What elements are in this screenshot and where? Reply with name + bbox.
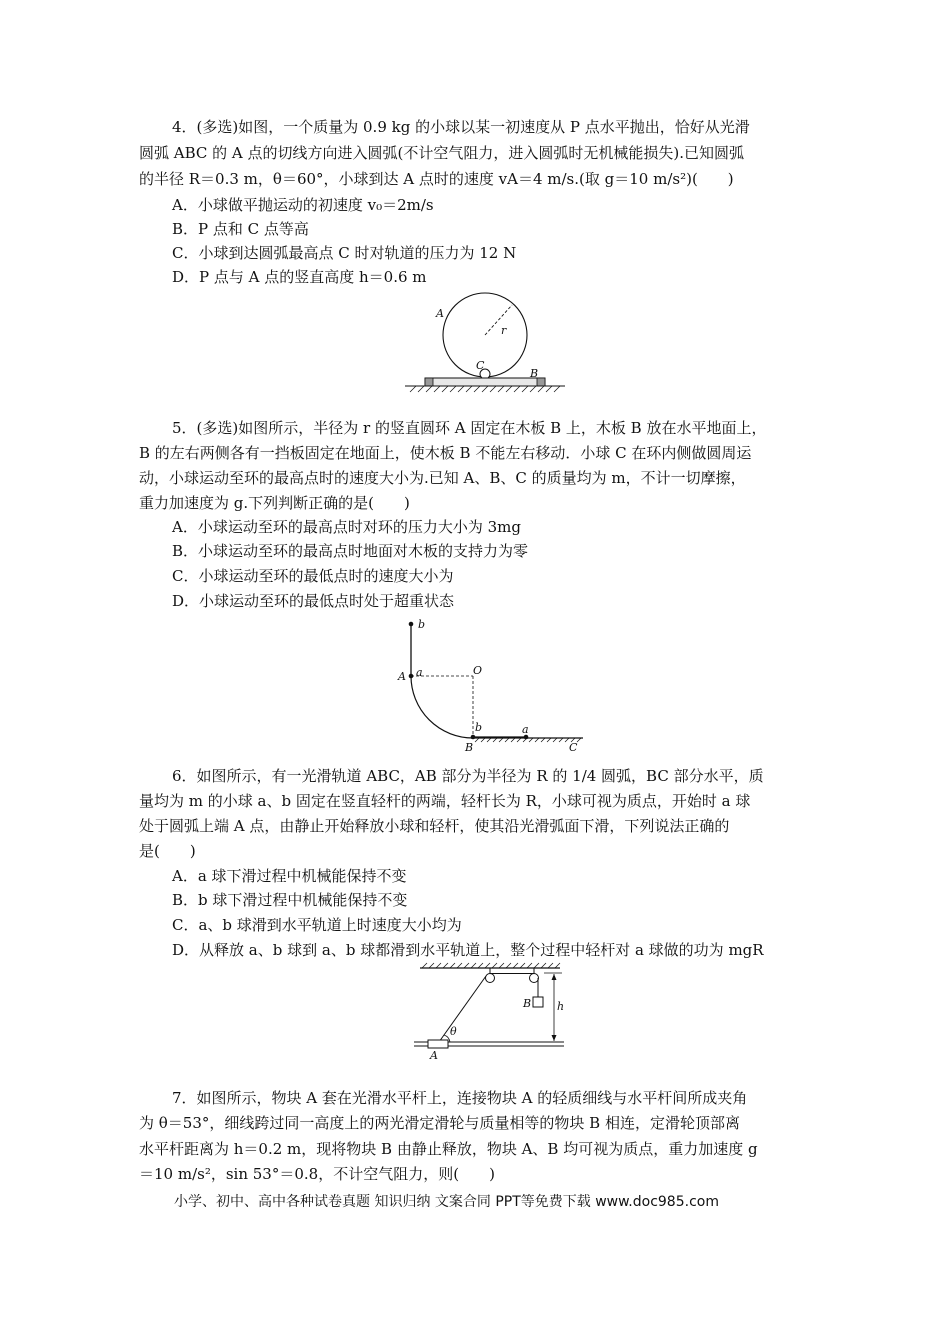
q6-option-d: D．从释放 a、b 球到 a、b 球都滑到水平轨道上，整个过程中轻杆对 a 球做的功为 mgR — [172, 941, 764, 959]
label-theta: θ — [450, 1025, 457, 1038]
q4-line-3: 的半径 R＝0.3 m，θ＝60°，小球到达 A 点时的速度 vA＝4 m/s.(取 g＝10 m/s²)( ) — [139, 170, 734, 188]
label-b-bottom: b — [475, 721, 483, 734]
q5-option-c: C．小球运动至环的最低点时的速度大小为 — [172, 567, 454, 585]
dim-arrow-down — [552, 1035, 557, 1041]
q5-line-2: B 的左右两侧各有一挡板固定在地面上，使木板 B 不能左右移动．小球 C 在环内侧做圆周运 — [139, 444, 752, 462]
ceiling-hatch — [422, 963, 560, 968]
block-a — [428, 1040, 448, 1048]
q6-line-2: 量均为 m 的小球 a、b 固定在竖直轻杆的两端，轻杆长为 R，小球可视为质点，开始时 a 球 — [139, 792, 751, 810]
q4-line-2: 圆弧 ABC 的 A 点的切线方向进入圆弧(不计空气阻力，进入圆弧时无机械能损失).已知圆弧 — [139, 144, 744, 162]
page-footer: 小学、初中、高中各种试卷真题 知识归纳 文案合同 PPT等免费下载 www.doc985.com — [174, 1194, 719, 1210]
q4-line-1: 4．(多选)如图，一个质量为 0.9 kg 的小球以某一初速度从 P 点水平抛出，恰好从光滑 — [172, 118, 750, 136]
pulley-right — [530, 974, 539, 983]
q6-line-4: 是( ) — [139, 842, 196, 860]
label-o: O — [473, 664, 483, 677]
stop-left — [425, 378, 433, 386]
q7-line-2: 为 θ＝53°，细线跨过同一高度上的两光滑定滑轮与质量相等的物块 B 相连，定滑轮顶部离 — [139, 1114, 740, 1132]
q5-option-b: B．小球运动至环的最高点时地面对木板的支持力为零 — [172, 542, 529, 560]
label-b: B — [523, 997, 532, 1010]
label-c: C — [476, 359, 485, 372]
q5-option-d: D．小球运动至环的最低点时处于超重状态 — [172, 592, 455, 610]
stop-right — [537, 378, 545, 386]
q5-line-4: 重力加速度为 g.下列判断正确的是( ) — [139, 494, 410, 512]
label-b-point: B — [465, 741, 474, 754]
q7-line-3: 水平杆距离为 h＝0.2 m，现将物块 B 由静止释放，物块 A、B 均可视为质点，重力加速度 g — [139, 1140, 758, 1158]
figure-pulley-block — [412, 960, 572, 1060]
ball-b-bottom — [471, 735, 476, 740]
q7-line-4: ＝10 m/s²，sin 53°＝0.8，不计空气阻力，则( ) — [139, 1165, 495, 1183]
q4-option-b: B．P 点和 C 点等高 — [172, 220, 309, 238]
label-b-top: b — [418, 618, 426, 631]
pulley-left — [486, 974, 495, 983]
q5-line-1: 5．(多选)如图所示，半径为 r 的竖直圆环 A 固定在木板 B 上，木板 B 放在水平地面上， — [172, 419, 767, 437]
block-b — [533, 997, 543, 1007]
q6-line-1: 6．如图所示，有一光滑轨道 ABC，AB 部分为半径为 R 的 1/4 圆弧，BC 部分水平，质 — [172, 767, 764, 785]
q6-option-b: B．b 球下滑过程中机械能保持不变 — [172, 891, 408, 909]
board-b — [425, 378, 545, 386]
q6-line-3: 处于圆弧上端 A 点，由静止开始释放小球和轻杆，使其沿光滑弧面下滑，下列说法正确的 — [139, 817, 730, 835]
label-r: r — [501, 324, 507, 337]
label-a: A — [430, 1049, 438, 1062]
ground-hatch — [410, 386, 560, 392]
q4-option-d: D．P 点与 A 点的竖直高度 h＝0.6 m — [172, 268, 427, 286]
q4-option-a: A．小球做平抛运动的初速度 v₀＝2m/s — [172, 196, 434, 214]
figure-quarter-arc-track — [395, 616, 595, 756]
label-a-right: a — [522, 723, 529, 736]
dim-arrow-up — [552, 974, 557, 980]
q5-line-3: 动，小球运动至环的最高点时的速度大小为.已知 A、B、C 的质量均为 m，不计一切摩擦， — [139, 469, 746, 487]
q7-line-1: 7．如图所示，物块 A 套在光滑水平杆上，连接物块 A 的轻质细线与水平杆间所成夹角 — [172, 1089, 748, 1107]
q6-option-c: C．a、b 球滑到水平轨道上时速度大小均为 — [172, 916, 462, 934]
label-b: B — [530, 367, 539, 380]
label-a-ball: a — [416, 666, 423, 679]
figure-ring-on-board — [400, 293, 570, 398]
q6-option-a: A．a 球下滑过程中机械能保持不变 — [172, 867, 407, 885]
label-a: A — [436, 307, 444, 320]
label-a-point: A — [398, 670, 406, 683]
label-c-point: C — [569, 741, 578, 754]
arc-ab — [411, 676, 473, 738]
ball-b-top — [409, 622, 414, 627]
q4-option-c: C．小球到达圆弧最高点 C 时对轨道的压力为 12 N — [172, 244, 517, 262]
string-diagonal — [439, 976, 486, 1042]
label-h: h — [557, 1000, 565, 1013]
q5-option-a: A．小球运动至环的最高点时对环的压力大小为 3mg — [172, 518, 521, 536]
radius-line — [485, 305, 512, 335]
